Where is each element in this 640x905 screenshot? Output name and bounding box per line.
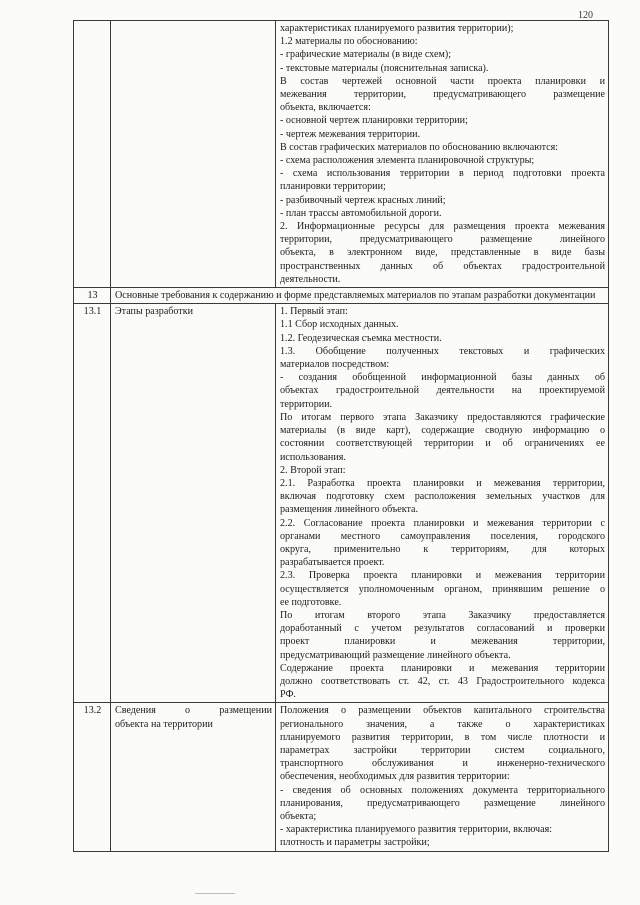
- text-line: ее подготовке.: [280, 596, 342, 608]
- text-line: характеристиках планируемого развития территории);: [280, 23, 514, 34]
- text-line: 1.3. Обобщение полученных текстовых и графических: [280, 345, 605, 357]
- text-line: - разбивочный чертеж красных линий;: [280, 194, 446, 206]
- text-line: материалов посредством:: [280, 359, 390, 371]
- text-line: планировки территории;: [280, 181, 386, 193]
- text-line: включая подготовку схем расположения земельных участков для: [280, 491, 605, 503]
- text-line: межевания территории, предусматривающего размещение: [280, 89, 605, 101]
- page-number: 120: [578, 10, 593, 21]
- text-line: территории, предусматривающего размещение линейного: [280, 234, 605, 246]
- row-number-cell: 13.1: [74, 304, 111, 703]
- text-line: - схема расположения элемента планировочной структуры;: [280, 155, 535, 167]
- text-line: плотность и параметры застройки;: [280, 837, 430, 849]
- text-line: РФ.: [280, 689, 296, 701]
- text-line: 1.2. Геодезическая съемка местности.: [280, 332, 442, 344]
- table-row-13-1: [74, 304, 609, 703]
- text-line: 2. Информационные ресурсы для размещения проекта межевания: [280, 221, 605, 233]
- table-row-13-2: [74, 703, 609, 851]
- text-line: территории.: [280, 398, 333, 410]
- text-line: - создания обобщенной информационной базы данных об: [280, 372, 605, 384]
- document-sheet: [73, 20, 608, 852]
- text-line: обеспечения, необходимых для развития территории:: [280, 771, 510, 783]
- text-line: 2.3. Проверка проекта планировки и межевания территории: [280, 570, 605, 582]
- text-line: использования.: [280, 451, 346, 463]
- text-line: округа, применительно к территориям, для которых: [280, 543, 605, 555]
- text-line: - графические материалы (в виде схем);: [280, 49, 452, 61]
- text-line: осуществляется уполномоченным органом, принявшим решение о: [280, 583, 605, 595]
- row-content-cell: [276, 304, 609, 703]
- text-line: транспортного обслуживания и инженерно-технического: [280, 758, 605, 770]
- row-label-cell: [111, 21, 276, 288]
- text-line: органами местного самоуправления поселения, городского: [280, 530, 605, 542]
- text-line: деятельности.: [280, 273, 341, 285]
- text-line: 1.1 Сбор исходных данных.: [280, 319, 399, 331]
- text-line: планирования, предусматривающего размещение линейного: [280, 797, 605, 809]
- text-line: 2.1. Разработка проекта планировки и межевания территории,: [280, 477, 605, 489]
- text-line: объекта, включается:: [280, 102, 371, 114]
- text-line: состоянии соответствующей территории и об ограничениях ее: [280, 438, 605, 450]
- text-line: - основной чертеж планировки территории;: [280, 115, 468, 127]
- text-line: 1.2 материалы по обоснованию:: [280, 36, 418, 48]
- text-line: - чертеж межевания территории.: [280, 128, 421, 140]
- text-line: предусматривающий размещение линейного объекта.: [280, 649, 511, 661]
- row-label-cell: [111, 703, 276, 851]
- text-line: 2.2. Согласование проекта планировки и межевания территории с: [280, 517, 605, 529]
- text-line: 2. Второй этап:: [280, 464, 346, 476]
- text-line: 1. Первый этап:: [280, 306, 348, 318]
- text-line: размещения линейного объекта.: [280, 504, 419, 516]
- text-line: Содержание проекта планировки и межевания территории: [280, 662, 605, 674]
- row-number-cell: [74, 21, 111, 288]
- text-line: По итогам второго этапа Заказчику предоставляется: [280, 609, 605, 621]
- text-line: объекта на территории: [115, 718, 213, 730]
- row-label-cell: Этапы разработки: [111, 304, 276, 703]
- row-number-cell: 13: [74, 288, 111, 304]
- text-line: Сведения о размещении: [115, 705, 272, 717]
- table-row-continuation: [74, 21, 609, 288]
- text-line: - текстовые материалы (пояснительная записка).: [280, 62, 489, 74]
- row-number-cell: 13.2: [74, 703, 111, 851]
- text-line: объекта;: [280, 810, 317, 822]
- text-line: В состав графических материалов по обоснованию включаются:: [280, 141, 559, 153]
- table-row-13: [74, 288, 609, 304]
- text-line: должно соответствовать ст. 42, ст. 43 Градостроительного кодекса: [280, 675, 605, 687]
- content-lines: [280, 704, 605, 849]
- scan-mark-line: [195, 893, 235, 894]
- text-line: - сведения об основных положениях документа территориального: [280, 784, 605, 796]
- requirements-table: [73, 20, 609, 852]
- row-content-cell: [276, 703, 609, 851]
- label-lines: [115, 704, 272, 730]
- content-lines: [280, 22, 605, 286]
- text-line: пространственных данных об объектах градостроительной: [280, 260, 605, 272]
- text-line: доработанный с учетом результатов согласований и проверки: [280, 623, 605, 635]
- text-line: - характеристика планируемого развития территории, включая:: [280, 824, 553, 836]
- text-line: проект планировки и межевания территории,: [280, 636, 605, 648]
- text-line: Положения о размещении объектов капитального строительства: [280, 705, 605, 717]
- section-heading-cell: Основные требования к содержанию и форме представляемых материалов по этапам разработки документации: [111, 288, 609, 304]
- text-line: В состав чертежей основной части проекта планировки и: [280, 75, 605, 87]
- content-lines: [280, 305, 605, 701]
- text-line: регионального значения, а также о характеристиках: [280, 718, 605, 730]
- text-line: - схема использования территории в период подготовки проекта: [280, 168, 605, 180]
- text-line: объектах градостроительной деятельности на проектируемой: [280, 385, 605, 397]
- text-line: объекта, в электронном виде, представленные в виде базы: [280, 247, 605, 259]
- text-line: - план трассы автомобильной дороги.: [280, 207, 442, 219]
- text-line: параметрах застройки территории систем социального,: [280, 744, 605, 756]
- row-content-cell: [276, 21, 609, 288]
- text-line: разрабатывается проект.: [280, 557, 385, 569]
- text-line: По итогам первого этапа Заказчику предоставляются графические: [280, 411, 605, 423]
- text-line: материалы (в виде карт), содержащие сводную информацию о: [280, 425, 605, 437]
- text-line: планируемого развития территории, в том числе плотности и: [280, 731, 605, 743]
